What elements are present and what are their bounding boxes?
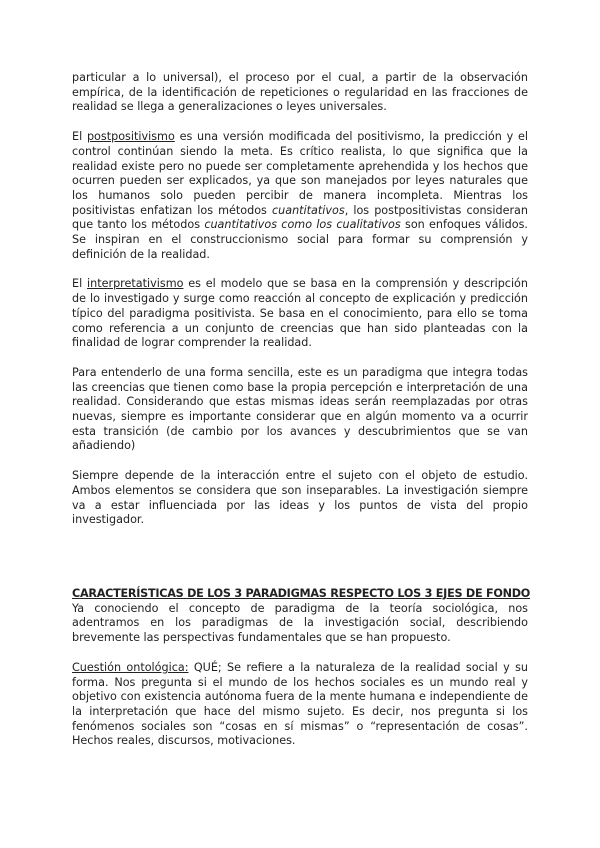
section-heading: CARACTERÍSTICAS DE LOS 3 PARADIGMAS RESPECTO LOS 3 EJES DE FONDO <box>72 586 531 600</box>
paragraph-simple-explanation: Para entenderlo de una forma sencilla, este es un paradigma que integra todas las creencias que tienen como base la propia percepción e interpretación de una realidad. Considerando que estas mismas ideas serán reemplazadas por otras nuevas, siempre es importante considerar que en algún momento va a ocurrir esta transición (de cambio por los avances y descubrimientos que se van añadiendo) <box>72 365 528 453</box>
paragraph-subject-object: Siempre depende de la interacción entre el sujeto con el objeto de estudio. Ambos elementos se considera que son inseparables. La investigación siempre va a estar influenciada por las ideas y los puntos de vista del propio investigador. <box>72 469 528 527</box>
paragraph-postpositivism: El postpositivismo es una versión modificada del positivismo, la predicción y el control continúan siendo la meta. Es crítico realista, lo que significa que la realidad existe pero no puede ser completamente aprehendida y los hechos que ocurren pueden ser explicados, ya que son manejados por leyes naturales que los humanos solo pueden percibir de manera incompleta. Mientras los positivistas enfatizan los métodos cuantitativos, los postpositivistas consideran que tanto los métodos cuantitativos como los cualitativos son enfoques válidos. Se inspiran en el construccionismo social para formar su comprensión y definición de la realidad. <box>72 130 528 261</box>
paragraph-intro-paradigms: Ya conociendo el concepto de paradigma de la teoría sociológica, nos adentramos en los paradigmas de la investigación social, describiendo brevemente las perspectivas fundamentales que se han propuesto. <box>72 601 528 645</box>
document-page <box>72 71 531 749</box>
paragraph-positivism-tail: particular a lo universal), el proceso por el cual, a partir de la observación empírica, de la identificación de repeticiones o regularidad en las fracciones de realidad se llega a generalizaciones o leyes universales. <box>72 71 528 114</box>
term-postpositivismo: postpositivismo <box>86 130 175 144</box>
term-interpretativismo: interpretativismo <box>87 277 184 291</box>
paragraph-ontological: Cuestión ontológica: QUÉ; Se refiere a la naturaleza de la realidad social y su forma. Nos pregunta si el mundo de los hechos sociales es un mundo real y objetivo con existencia autónoma fuera de la mente humana e independiente de la interpretación que hace del mismo sujeto. Es decir, nos pregunta si los fenómenos sociales son “cosas en sí mismas” o “representación de cosas”. Hechos reales, discursos, motivaciones. <box>72 660 528 748</box>
emphasis-cuantitativos-cualitativos: cuantitativos como los cualitativos <box>204 218 401 232</box>
emphasis-cuantitativos: cuantitativos <box>271 203 345 217</box>
term-cuestion-ontologica: Cuestión ontológica: <box>72 660 189 674</box>
paragraph-interpretativism: El interpretativismo es el modelo que se basa en la comprensión y descripción de lo investigado y surge como reacción al concepto de explicación y predicción típico del paradigma positivista. Se basa en el conocimiento, para ello se toma como referencia a un conjunto de creencias que han sido planteadas con la finalidad de lograr comprender la realidad. <box>72 277 528 350</box>
